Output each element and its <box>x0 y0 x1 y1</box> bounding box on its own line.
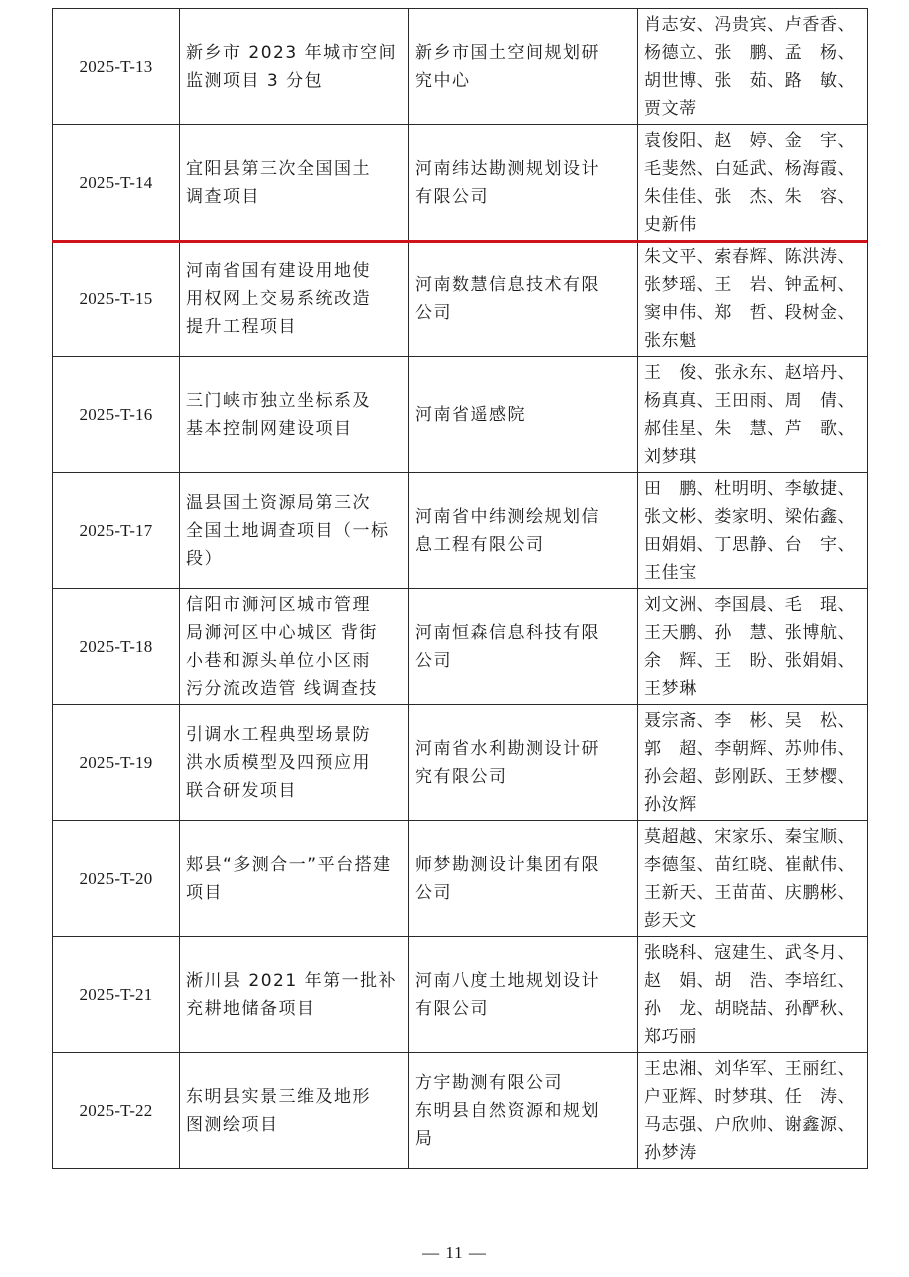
unit-line: 新乡市国土空间规划研 <box>415 42 600 63</box>
contributors-line: 刘梦琪 <box>644 446 697 467</box>
project-name-line: 调查项目 <box>186 186 260 207</box>
main-contributors <box>638 705 868 821</box>
contributors-line: 贾文蒂 <box>644 98 697 119</box>
main-contributors <box>638 357 868 473</box>
contributors-line: 余 辉、王 盼、张娟娟、 <box>644 650 856 671</box>
unit-line: 公司 <box>415 302 452 323</box>
unit-line: 有限公司 <box>415 998 489 1019</box>
unit-line: 河南数慧信息技术有限 <box>415 274 600 295</box>
contributors-line: 王新天、王苗苗、庆鹏彬、 <box>644 882 856 903</box>
project-name-line: 引调水工程典型场景防 <box>186 724 371 745</box>
unit-line: 究有限公司 <box>415 766 508 787</box>
project-name-line: 洪水质模型及四预应用 <box>186 752 371 773</box>
contributors-line: 袁俊阳、赵 婷、金 宇、 <box>644 130 856 151</box>
contributors-line: 王忠湘、刘华军、王丽红、 <box>644 1058 856 1079</box>
project-name-line: 新乡市 2023 年城市空间 <box>186 42 398 63</box>
project-name <box>180 1053 409 1169</box>
awards-table <box>52 8 868 1169</box>
unit-line: 究中心 <box>415 70 471 91</box>
project-name-line: 监测项目 3 分包 <box>186 70 324 91</box>
project-name-line: 淅川县 2021 年第一批补 <box>186 970 398 991</box>
unit-line: 有限公司 <box>415 186 489 207</box>
table-row <box>53 241 868 357</box>
table-row <box>53 357 868 473</box>
project-name-line: 温县国土资源局第三次 <box>186 492 371 513</box>
project-name-line: 郏县“多测合一”平台搭建 <box>186 854 392 875</box>
contributors-line: 毛斐然、白延武、杨海霞、 <box>644 158 856 179</box>
unit-line: 息工程有限公司 <box>415 534 545 555</box>
project-number: 2025-T-15 <box>53 241 180 357</box>
contributors-line: 彭天文 <box>644 910 697 931</box>
table-row <box>53 937 868 1053</box>
main-contributors <box>638 241 868 357</box>
project-name <box>180 473 409 589</box>
awards-table-body <box>53 9 868 1169</box>
unit-line: 方宇勘测有限公司 <box>415 1072 563 1093</box>
contributors-line: 刘文洲、李国晨、毛 琨、 <box>644 594 856 615</box>
unit-line: 河南省中纬测绘规划信 <box>415 506 600 527</box>
contributors-line: 田 鹏、杜明明、李敏捷、 <box>644 478 856 499</box>
project-name-line: 宜阳县第三次全国国土 <box>186 158 371 179</box>
unit-line: 师梦勘测设计集团有限 <box>415 854 600 875</box>
table-row <box>53 1053 868 1169</box>
contributors-line: 孙 龙、胡晓喆、孙酽秋、 <box>644 998 856 1019</box>
project-number: 2025-T-16 <box>53 357 180 473</box>
unit-line: 东明县自然资源和规划 <box>415 1100 600 1121</box>
project-name-line: 提升工程项目 <box>186 316 297 337</box>
contributors-line: 杨真真、王田雨、周 倩、 <box>644 390 856 411</box>
contributors-line: 田娟娟、丁思静、台 宇、 <box>644 534 856 555</box>
contributors-line: 肖志安、冯贵宾、卢香香、 <box>644 14 856 35</box>
project-name <box>180 937 409 1053</box>
completing-unit <box>409 473 638 589</box>
contributors-line: 窦申伟、郑 哲、段树金、 <box>644 302 856 323</box>
project-name-line: 图测绘项目 <box>186 1114 279 1135</box>
project-number: 2025-T-13 <box>53 9 180 125</box>
contributors-line: 张东魁 <box>644 330 697 351</box>
main-contributors <box>638 125 868 241</box>
project-name <box>180 821 409 937</box>
project-name <box>180 125 409 241</box>
unit-line: 河南省水利勘测设计研 <box>415 738 600 759</box>
project-name-line: 全国土地调查项目（一标 <box>186 520 390 541</box>
contributors-line: 张晓科、寇建生、武冬月、 <box>644 942 856 963</box>
project-number: 2025-T-22 <box>53 1053 180 1169</box>
project-name-line: 用权网上交易系统改造 <box>186 288 371 309</box>
main-contributors <box>638 937 868 1053</box>
table-row <box>53 9 868 125</box>
contributors-line: 张文彬、娄家明、梁佑鑫、 <box>644 506 856 527</box>
project-name <box>180 357 409 473</box>
contributors-line: 王天鹏、孙 慧、张博航、 <box>644 622 856 643</box>
project-name-line: 局浉河区中心城区 背街 <box>186 622 378 643</box>
contributors-line: 张梦瑶、王 岩、钟孟柯、 <box>644 274 856 295</box>
main-contributors <box>638 9 868 125</box>
project-number: 2025-T-20 <box>53 821 180 937</box>
project-name-line: 小巷和源头单位小区雨 <box>186 650 371 671</box>
project-number: 2025-T-19 <box>53 705 180 821</box>
main-contributors <box>638 589 868 705</box>
completing-unit <box>409 357 638 473</box>
contributors-line: 杨德立、张 鹏、孟 杨、 <box>644 42 856 63</box>
table-row <box>53 125 868 241</box>
project-name-line: 充耕地储备项目 <box>186 998 316 1019</box>
contributors-line: 莫超越、宋家乐、秦宝顺、 <box>644 826 856 847</box>
completing-unit <box>409 1053 638 1169</box>
main-contributors <box>638 473 868 589</box>
completing-unit <box>409 937 638 1053</box>
unit-line: 河南省遥感院 <box>415 404 526 425</box>
unit-line: 局 <box>415 1128 434 1149</box>
page-number: — 11 — <box>422 1243 487 1262</box>
project-name-line: 东明县实景三维及地形 <box>186 1086 371 1107</box>
contributors-line: 王佳宝 <box>644 562 697 583</box>
contributors-line: 朱文平、索春辉、陈洪涛、 <box>644 246 856 267</box>
unit-line: 河南恒森信息科技有限 <box>415 622 600 643</box>
project-name-line: 污分流改造管 线调查技 <box>186 678 378 699</box>
unit-line: 河南纬达勘测规划设计 <box>415 158 600 179</box>
table-row <box>53 821 868 937</box>
project-number: 2025-T-17 <box>53 473 180 589</box>
contributors-line: 王梦琳 <box>644 678 697 699</box>
contributors-line: 孙汝辉 <box>644 794 697 815</box>
contributors-line: 孙梦涛 <box>644 1142 697 1163</box>
contributors-line: 李德玺、苗红晓、崔献伟、 <box>644 854 856 875</box>
main-contributors <box>638 821 868 937</box>
project-number: 2025-T-14 <box>53 125 180 241</box>
contributors-line: 郭 超、李朝辉、苏帅伟、 <box>644 738 856 759</box>
contributors-line: 郑巧丽 <box>644 1026 697 1047</box>
project-number: 2025-T-21 <box>53 937 180 1053</box>
contributors-line: 聂宗斋、李 彬、吴 松、 <box>644 710 856 731</box>
contributors-line: 王 俊、张永东、赵培丹、 <box>644 362 856 383</box>
completing-unit <box>409 705 638 821</box>
project-name <box>180 705 409 821</box>
project-name-line: 段） <box>186 548 223 569</box>
project-name <box>180 589 409 705</box>
contributors-line: 史新伟 <box>644 214 697 235</box>
table-row <box>53 705 868 821</box>
contributors-line: 马志强、户欣帅、谢鑫源、 <box>644 1114 856 1135</box>
project-number: 2025-T-18 <box>53 589 180 705</box>
table-row <box>53 589 868 705</box>
contributors-line: 朱佳佳、张 杰、朱 容、 <box>644 186 856 207</box>
table-row <box>53 473 868 589</box>
project-name-line: 三门峡市独立坐标系及 <box>186 390 371 411</box>
completing-unit <box>409 821 638 937</box>
unit-line: 公司 <box>415 882 452 903</box>
completing-unit <box>409 589 638 705</box>
contributors-line: 户亚辉、时梦琪、任 涛、 <box>644 1086 856 1107</box>
completing-unit <box>409 241 638 357</box>
project-name-line: 信阳市浉河区城市管理 <box>186 594 371 615</box>
completing-unit <box>409 9 638 125</box>
contributors-line: 胡世博、张 茹、路 敏、 <box>644 70 856 91</box>
project-name <box>180 9 409 125</box>
project-name-line: 项目 <box>186 882 223 903</box>
project-name-line: 河南省国有建设用地使 <box>186 260 371 281</box>
unit-line: 河南八度土地规划设计 <box>415 970 600 991</box>
red-separator-line <box>52 240 867 243</box>
unit-line: 公司 <box>415 650 452 671</box>
contributors-line: 赵 娟、胡 浩、李培红、 <box>644 970 856 991</box>
main-contributors <box>638 1053 868 1169</box>
project-name <box>180 241 409 357</box>
completing-unit <box>409 125 638 241</box>
project-name-line: 联合研发项目 <box>186 780 297 801</box>
contributors-line: 郝佳星、朱 慧、芦 歌、 <box>644 418 856 439</box>
contributors-line: 孙会超、彭刚跃、王梦樱、 <box>644 766 856 787</box>
project-name-line: 基本控制网建设项目 <box>186 418 353 439</box>
